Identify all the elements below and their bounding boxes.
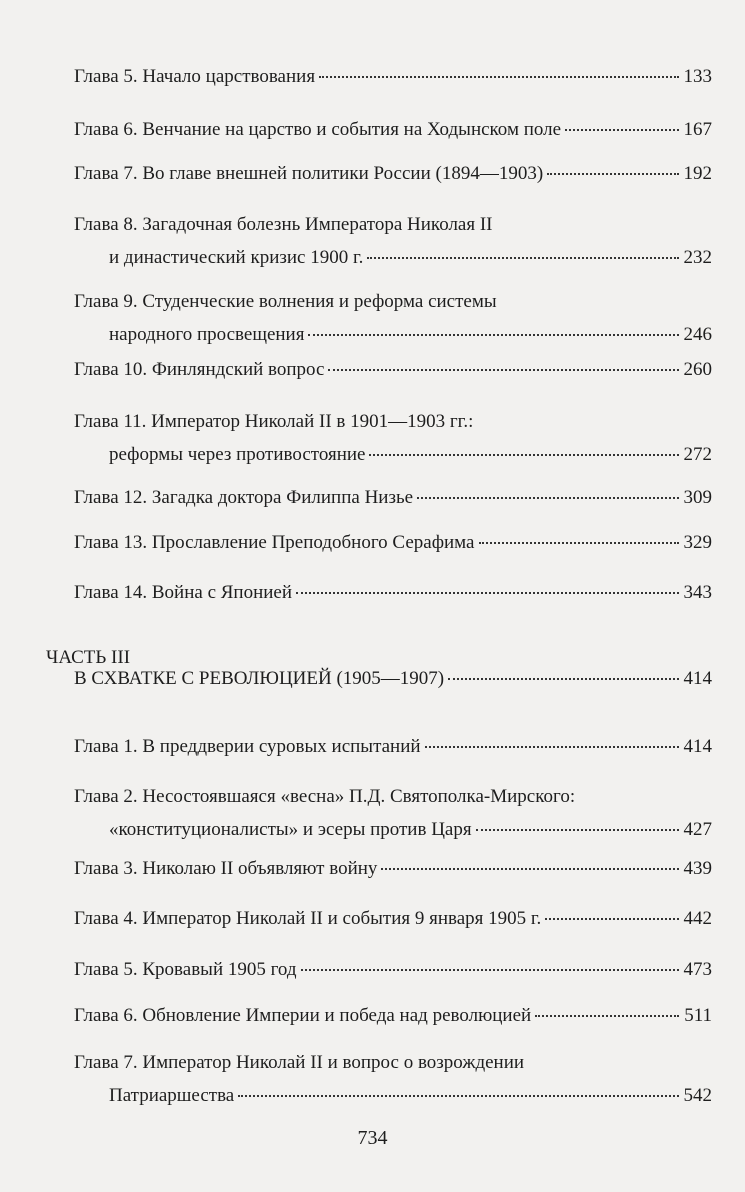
toc-entry	[74, 784, 712, 842]
dot-leader	[565, 129, 678, 131]
toc-entry-title: Глава 7. Во главе внешней политики России (1894—1903)	[74, 163, 544, 184]
toc-entry	[74, 1050, 712, 1108]
toc-page-number: 309	[683, 487, 712, 508]
toc-page-number: 133	[683, 66, 712, 87]
toc-entry	[74, 580, 712, 605]
toc-page-number: 260	[683, 359, 712, 380]
toc-entry-title-cont: народного просвещения	[109, 324, 305, 345]
toc-page-number: 542	[683, 1085, 712, 1106]
toc-entry-title: Глава 1. В преддверии суровых испытаний	[74, 736, 421, 757]
toc-entry-title: Глава 14. Война с Японией	[74, 582, 293, 603]
dot-leader	[381, 868, 678, 870]
toc-page-number: 167	[683, 119, 712, 140]
dot-leader	[545, 918, 678, 920]
dot-leader	[328, 369, 678, 371]
dot-leader	[301, 969, 679, 971]
toc-entry-title: Глава 12. Загадка доктора Филиппа Низье	[74, 487, 414, 508]
dot-leader	[308, 334, 678, 336]
dot-leader	[417, 497, 678, 499]
dot-leader	[296, 592, 678, 594]
toc-entry	[74, 289, 712, 347]
toc-entry-title: Глава 13. Прославление Преподобного Серафима	[74, 532, 475, 553]
part-title: В СХВАТКЕ С РЕВОЛЮЦИЕЙ (1905—1907)	[74, 668, 445, 689]
toc-entry	[74, 530, 712, 555]
toc-page-number: 192	[683, 163, 712, 184]
toc-entry-title: Глава 7. Император Николай II и вопрос о возрождении	[74, 1052, 525, 1073]
toc-entry	[74, 161, 712, 186]
toc-page-number: 232	[683, 247, 712, 268]
toc-entry-title-cont: Патриаршества	[109, 1085, 235, 1106]
toc-entry	[74, 856, 712, 881]
toc-page-number: 329	[683, 532, 712, 553]
toc-entry	[74, 906, 712, 931]
toc-page-number: 442	[683, 908, 712, 929]
toc-entry	[74, 485, 712, 510]
toc-entry-title: Глава 8. Загадочная болезнь Императора Николая II	[74, 214, 493, 235]
toc-entry-title-cont: и династический кризис 1900 г.	[109, 247, 364, 268]
toc-entry	[74, 957, 712, 982]
toc-page-number: 343	[683, 582, 712, 603]
toc-entry	[74, 64, 712, 89]
toc-entry-title-cont: «конституционалисты» и эсеры против Царя	[109, 819, 472, 840]
dot-leader	[448, 678, 678, 680]
toc-page-number: 246	[683, 324, 712, 345]
dot-leader	[425, 746, 679, 748]
toc-entry-title-cont: реформы через противостояние	[109, 444, 366, 465]
toc-page-number: 414	[683, 736, 712, 757]
dot-leader	[367, 257, 678, 259]
dot-leader	[535, 1015, 679, 1017]
toc-page-number: 473	[683, 959, 712, 980]
page-number: 734	[357, 1127, 388, 1149]
toc-entry	[74, 409, 712, 467]
toc-entry	[74, 734, 712, 759]
part-heading: ЧАСТЬ III	[46, 647, 131, 668]
toc-entry	[74, 117, 712, 142]
toc-page-number: 427	[683, 819, 712, 840]
dot-leader	[547, 173, 678, 175]
toc-entry	[74, 1003, 712, 1028]
toc-entry-title: Глава 9. Студенческие волнения и реформа системы	[74, 291, 497, 312]
toc-entry-title: Глава 5. Начало царствования	[74, 66, 316, 87]
toc-entry-title: Глава 11. Император Николай II в 1901—1903 гг.:	[74, 411, 474, 432]
toc-entry-title: Глава 3. Николаю II объявляют войну	[74, 858, 378, 879]
toc-entry-title: Глава 4. Император Николай II и события 9 января 1905 г.	[74, 908, 542, 929]
toc-entry-title: Глава 6. Венчание на царство и события на Ходынском поле	[74, 119, 562, 140]
toc-page-number: 272	[683, 444, 712, 465]
toc-page-number: 439	[683, 858, 712, 879]
dot-leader	[319, 76, 678, 78]
toc-entry-title: Глава 2. Несостоявшаяся «весна» П.Д. Святополка-Мирского:	[74, 786, 576, 807]
toc-entry	[74, 212, 712, 270]
toc-page-number: 414	[683, 668, 712, 689]
toc-entry-title: Глава 10. Финляндский вопрос	[74, 359, 325, 380]
dot-leader	[479, 542, 679, 544]
dot-leader	[369, 454, 678, 456]
toc-part-entry	[74, 666, 712, 691]
dot-leader	[476, 829, 679, 831]
toc-entry-title: Глава 5. Кровавый 1905 год	[74, 959, 297, 980]
toc-page-number: 511	[684, 1005, 712, 1026]
dot-leader	[238, 1095, 678, 1097]
toc-entry-title: Глава 6. Обновление Империи и победа над революцией	[74, 1005, 532, 1026]
toc-entry	[74, 357, 712, 382]
